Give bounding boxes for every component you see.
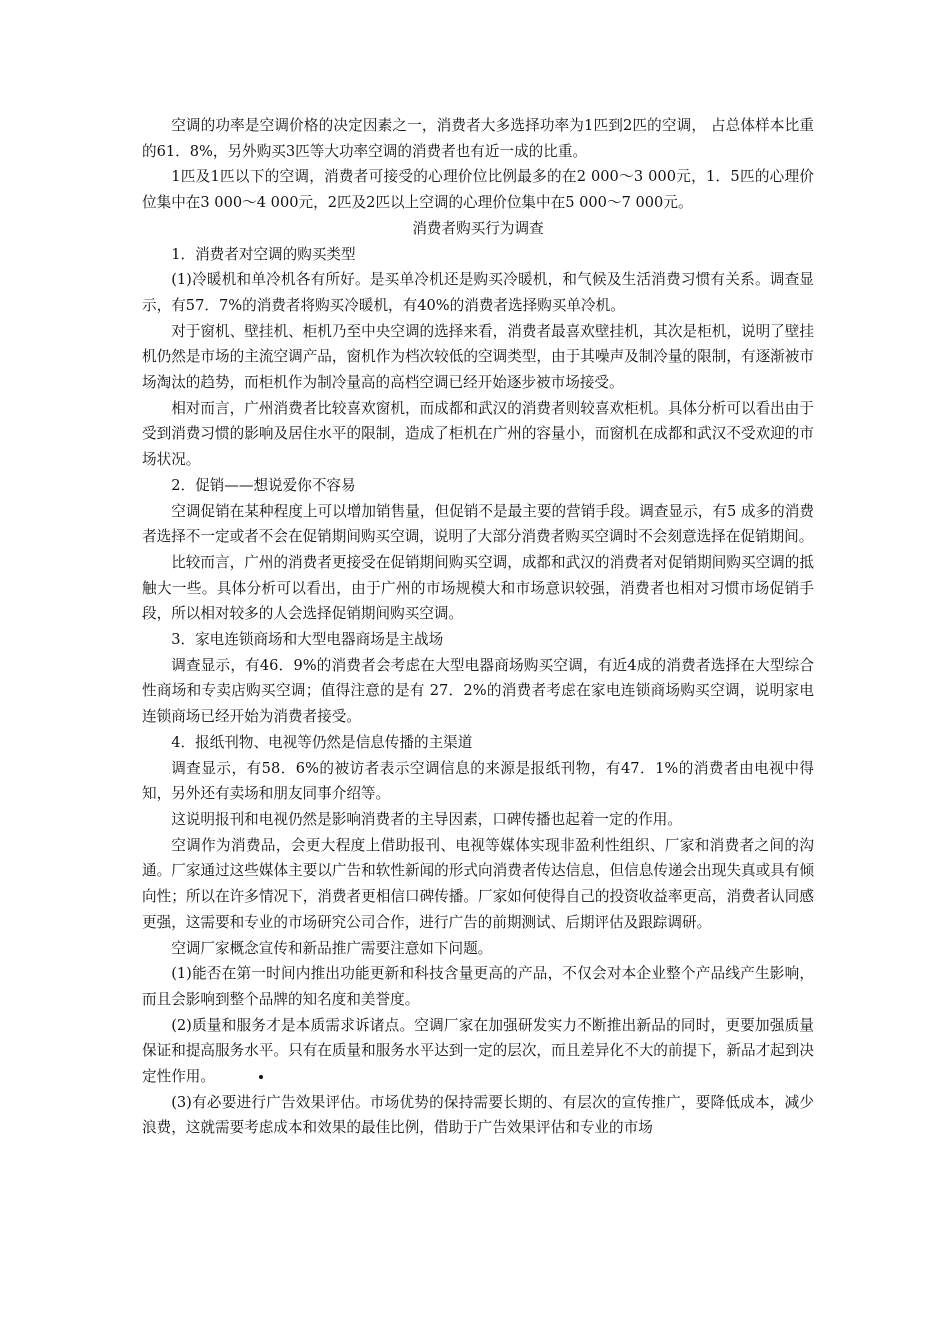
section-4-paragraph-3: 空调作为消费品，会更大程度上借助报刊、电视等媒体实现非盈利性组织、厂家和消费者之间的沟通。厂家通过这些媒体主要以广告和软性新闻的形式向消费者传达信息，但信息传递会出现失真或具有倾向性；所以在许多情况下，消费者更相信口碑传播。厂家如何使得自己的投资收益率更高，消费者认同感更强，这需要和专业的市场研究公司合作，进行广告的前期测试、后期评估及跟踪调研。 — [142, 836, 814, 931]
bullet-dot-mark — [259, 1075, 263, 1079]
section-4-paragraph-2: 这说明报刊和电视仍然是影响消费者的主导因素，口碑传播也起着一定的作用。 — [171, 810, 682, 828]
section-4-paragraph-1: 调查显示，有58．6%的被访者表示空调信息的来源是报纸刊物，有47．1%的消费者由电视中得知，另外还有卖场和朋友同事介绍等。 — [142, 759, 814, 803]
section-title: 消费者购买行为调查 — [412, 219, 544, 237]
section-1-paragraph-1: (1)冷暖机和单冷机各有所好。是买单冷机还是购买冷暖机，和气候及生活消费习惯有关系。调查显示，有57．7%的消费者将购买冷暖机，有40%的消费者选择购买单冷机。 — [142, 271, 814, 314]
section-4-paragraph-6-text: (2)质量和服务才是本质需求诉诸点。空调厂家在加强研发实力不断推出新品的同时，更要加强质量保证和提高服务水平。只有在质量和服务水平达到一定的层次，而且差异化不大的前提下，新品才起到决定性作用。 — [142, 1016, 814, 1086]
section-1-paragraph-2: 对于窗机、壁挂机、柜机乃至中央空调的选择来看，消费者最喜欢壁挂机，其次是柜机，说明了壁挂机仍然是市场的主流空调产品，窗机作为档次较低的空调类型，由于其噪声及制冷量的限制，有逐渐被市场淘汰的趋势，而柜机作为制冷量高的高档空调已经开始逐步被市场接受。 — [142, 322, 814, 392]
section-4-paragraph-7: (3)有必要进行广告效果评估。市场优势的保持需要长期的、有层次的宣传推广，要降低成本，减少浪费，这就需要考虑成本和效果的最佳比例，借助于广告效果评估和专业的市场 — [142, 1093, 814, 1137]
section-4-paragraph-5: (1)能否在第一时间内推出功能更新和科技含量更高的产品，不仅会对本企业整个产品线产生影响，而且会影响到整个品牌的知名度和美誉度。 — [142, 965, 814, 1008]
section-3-paragraph-1: 调查显示，有46．9%的消费者会考虑在大型电器商场购买空调，有近4成的消费者选择在大型综合性商场和专卖店购买空调；值得注意的是有 27．2%的消费者考虑在家电连锁商场购买空调，说明家电连锁商场已经开始为消费者接受。 — [142, 656, 814, 726]
section-4-paragraph-6 — [142, 1013, 814, 1090]
section-2-paragraph-2: 比较而言，广州的消费者更接受在促销期间购买空调，成都和武汉的消费者对促销期间购买空调的抵触大一些。具体分析可以看出，由于广州的市场规模大和市场意识较强，消费者也相对习惯市场促销手段，所以相对较多的人会选择促销期间购买空调。 — [142, 553, 814, 623]
section-2-heading: 2．促销——想说爱你不容易 — [171, 476, 356, 494]
section-4-paragraph-4: 空调厂家概念宣传和新品推广需要注意如下问题。 — [171, 939, 493, 957]
section-1-heading: 1．消费者对空调的购买类型 — [171, 245, 356, 263]
document-page — [142, 113, 814, 1141]
section-2-paragraph-1: 空调促销在某种程度上可以增加销售量，但促销不是最主要的营销手段。调查显示，有5 成多的消费者选择不一定或者不会在促销期间购买空调，说明了大部分消费者购买空调时不会刻意选择在促销期间。 — [142, 502, 814, 546]
section-3-heading: 3．家电连锁商场和大型电器商场是主战场 — [171, 631, 444, 649]
section-4-heading: 4．报纸刊物、电视等仍然是信息传播的主渠道 — [171, 733, 473, 751]
intro-paragraph-2: 1匹及1匹以下的空调，消费者可接受的心理价位比例最多的在2 000～3 000元，1．5匹的心理价位集中在3 000～4 000元，2匹及2匹以上空调的心理价位集中在5 000～7 000元。 — [142, 168, 814, 212]
intro-paragraph-1: 空调的功率是空调价格的决定因素之一，消费者大多选择功率为1匹到2匹的空调， 占总体样本比重的61．8%，另外购买3匹等大功率空调的消费者也有近一成的比重。 — [142, 117, 814, 160]
section-1-paragraph-3: 相对而言，广州消费者比较喜欢窗机，而成都和武汉的消费者则较喜欢柜机。具体分析可以看出由于受到消费习惯的影响及居住水平的限制，造成了柜机在广州的容量小，而窗机在成都和武汉不受欢迎的市场状况。 — [142, 399, 814, 469]
